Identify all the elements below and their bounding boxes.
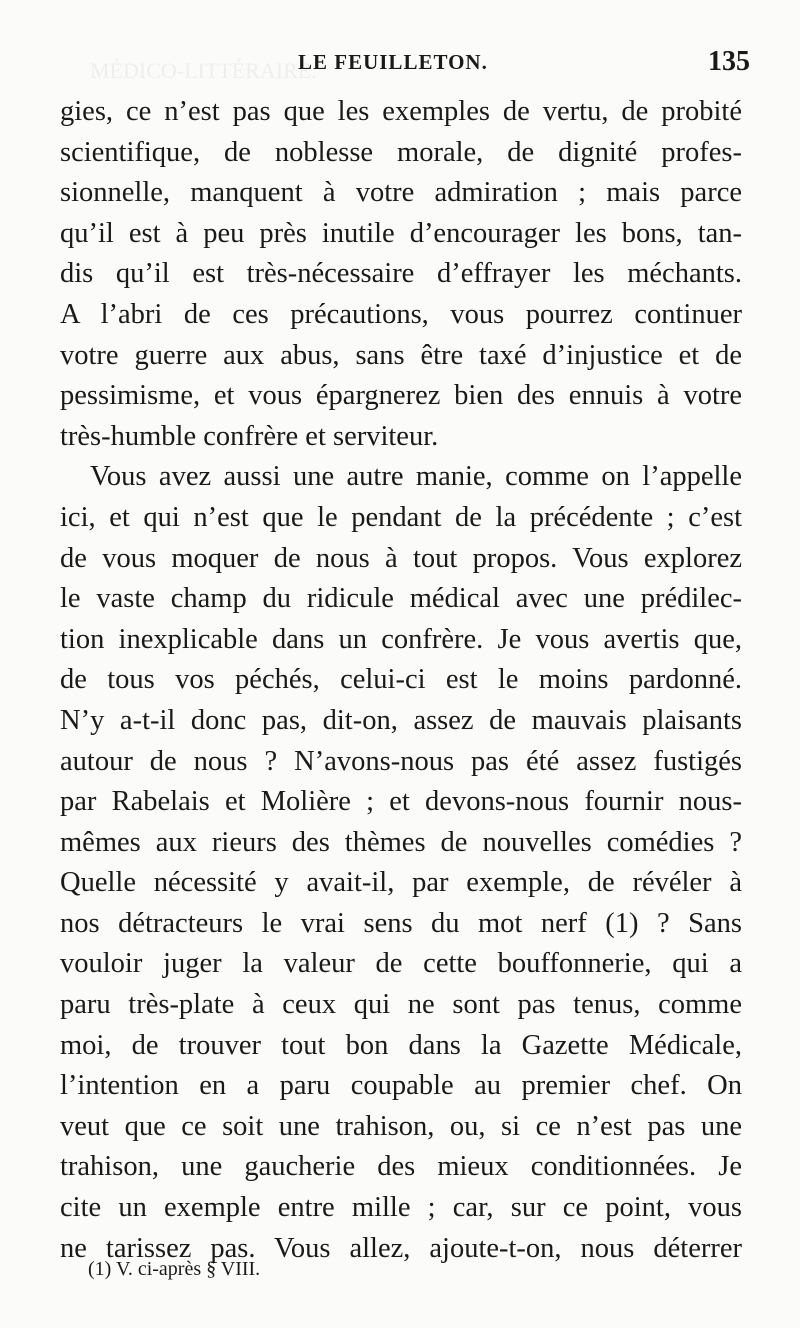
text-line: cite un exemple entre mille ; car, sur ce point, vous <box>60 1192 742 1224</box>
text-line: vouloir juger la valeur de cette bouffonnerie, qui a <box>60 948 742 980</box>
text-line: moi, de trouver tout bon dans la Gazette Médicale, <box>60 1029 742 1061</box>
text-line: de tous vos péchés, celui-ci est le moins pardonné. <box>60 664 742 696</box>
text-line: l’intention en a paru coupable au premier chef. On <box>60 1070 742 1102</box>
text-line: trahison, une gaucherie des mieux conditionnées. Je <box>60 1151 742 1183</box>
text-line: Quelle nécessité y avait-il, par exemple, de révéler à <box>60 867 742 899</box>
page-header <box>60 46 750 78</box>
bleed-through-text: MÉDICO-LITTÉRAIRE. <box>90 58 317 83</box>
text-line: dis qu’il est très-nécessaire d’effrayer les méchants. <box>60 258 742 290</box>
text-line: N’y a-t-il donc pas, dit-on, assez de mauvais plaisants <box>60 704 742 736</box>
text-line: autour de nous ? N’avons-nous pas été assez fustigés <box>60 745 742 777</box>
text-line: paru très-plate à ceux qui ne sont pas tenus, comme <box>60 989 742 1021</box>
text-line: tion inexplicable dans un confrère. Je vous avertis que, <box>60 623 742 655</box>
footnote: (1) V. ci-après § VIII. <box>88 1258 261 1280</box>
text-line: de vous moquer de nous à tout propos. Vous explorez <box>60 542 742 574</box>
text-line: nos détracteurs le vrai sens du mot nerf (1) ? Sans <box>60 907 742 939</box>
text-line: Vous avez aussi une autre manie, comme on l’appelle <box>90 461 742 493</box>
page-number: 135 <box>708 46 750 77</box>
text-line: qu’il est à peu près inutile d’encourager les bons, tan- <box>60 217 742 249</box>
text-line: pessimisme, et vous épargnerez bien des ennuis à votre <box>60 380 742 412</box>
text-line: très-humble confrère et serviteur. <box>60 420 439 452</box>
text-line: mêmes aux rieurs des thèmes de nouvelles comédies ? <box>60 826 742 858</box>
text-line: par Rabelais et Molière ; et devons-nous fournir nous- <box>60 786 742 818</box>
text-line: ne tarissez pas. Vous allez, ajoute-t-on, nous déterrer <box>60 1232 742 1264</box>
running-title: LE FEUILLETON. <box>298 50 488 74</box>
body-text <box>60 92 742 1269</box>
text-line: le vaste champ du ridicule médical avec une prédilec- <box>60 583 742 615</box>
text-line: votre guerre aux abus, sans être taxé d’injustice et de <box>60 339 742 371</box>
text-line: ici, et qui n’est que le pendant de la précédente ; c’est <box>60 501 742 533</box>
text-line: scientifique, de noblesse morale, de dignité profes- <box>60 136 742 168</box>
text-line: veut que ce soit une trahison, ou, si ce n’est pas une <box>60 1110 742 1142</box>
text-line: gies, ce n’est pas que les exemples de vertu, de probité <box>60 96 742 127</box>
text-line: sionnelle, manquent à votre admiration ; mais parce <box>60 177 742 209</box>
text-line: A l’abri de ces précautions, vous pourrez continuer <box>60 298 742 330</box>
